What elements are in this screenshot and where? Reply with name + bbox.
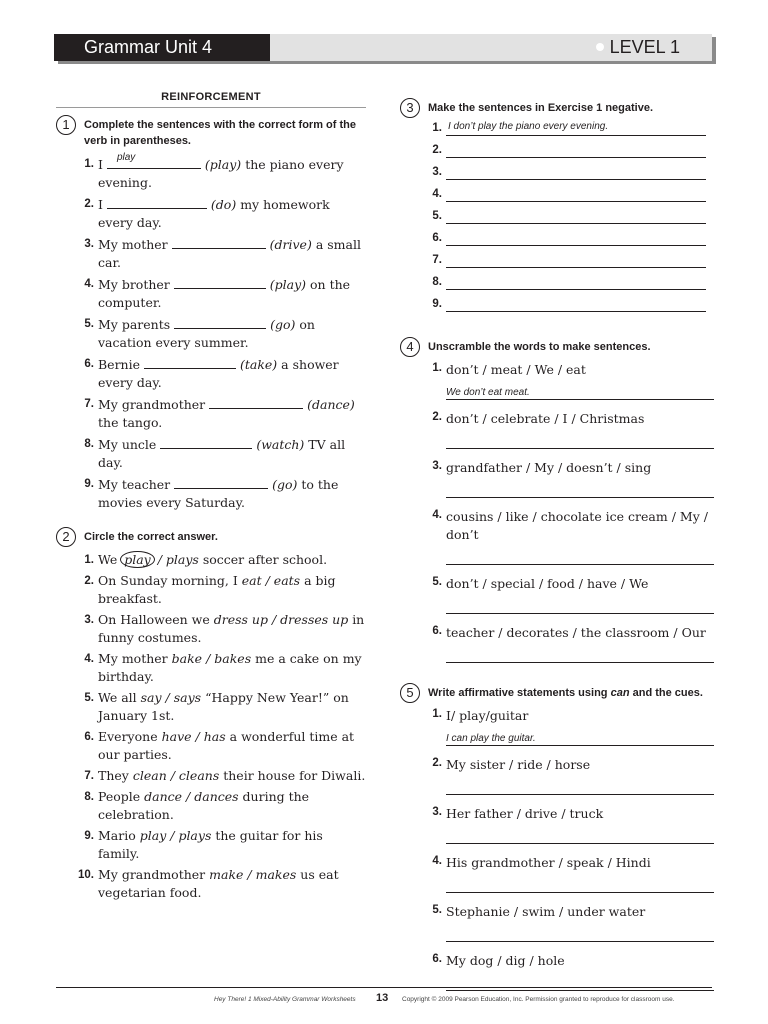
- verb-cue: (play): [204, 157, 242, 172]
- exercise-number-badge: 4: [400, 337, 420, 357]
- exercise-number-badge: 1: [56, 115, 76, 135]
- item-number: 8.: [84, 438, 94, 450]
- answer-option[interactable]: dances: [194, 789, 239, 804]
- item-text: the guitar for his family.: [98, 828, 323, 861]
- option-separator: /: [166, 828, 179, 843]
- answer-option[interactable]: clean: [132, 768, 167, 783]
- answer-line[interactable]: [446, 823, 714, 844]
- item-text: on vacation every summer.: [98, 317, 315, 350]
- exercise-2-list: [56, 551, 366, 902]
- item-number: 6.: [432, 232, 442, 244]
- item-text: my homework every day.: [98, 197, 330, 230]
- item-text: I: [98, 157, 103, 172]
- option-separator: /: [153, 552, 166, 567]
- answer-blank[interactable]: [174, 275, 266, 289]
- answer-option[interactable]: bake: [171, 651, 203, 666]
- item-text: My teacher: [98, 477, 171, 492]
- answer-option[interactable]: makes: [255, 867, 297, 882]
- list-item: [400, 508, 718, 565]
- item-number: 3.: [432, 460, 442, 472]
- list-item: [56, 728, 366, 764]
- answer-row: [400, 208, 718, 229]
- item-number: 4.: [432, 509, 442, 521]
- item-text: us eat vegetarian food.: [98, 867, 339, 900]
- exercise-3-header: [400, 100, 718, 116]
- exercise-4-header: [400, 339, 718, 355]
- item-number: 10.: [78, 869, 94, 881]
- item-text: Mario: [98, 828, 136, 843]
- footer-book-title: Hey There! 1 Mixed-Ability Grammar Worksheets: [214, 996, 356, 1003]
- item-number: 8.: [432, 276, 442, 288]
- option-separator: /: [267, 612, 281, 627]
- item-number: 5.: [432, 210, 442, 222]
- exercise-instruction: Complete the sentences with the correct form of the verb in parentheses.: [84, 119, 356, 147]
- item-text: I: [98, 197, 103, 212]
- prompt-text: Her father / drive / truck: [446, 806, 604, 821]
- list-item: [400, 624, 718, 663]
- list-item: [56, 275, 366, 312]
- list-item: [400, 952, 718, 991]
- right-column: [400, 100, 718, 1001]
- item-text: the tango.: [98, 415, 163, 430]
- item-number: 5.: [432, 576, 442, 588]
- answer-line[interactable]: [446, 379, 714, 400]
- item-number: 5.: [84, 692, 94, 704]
- exercise-instruction: Unscramble the words to make sentences.: [428, 341, 651, 353]
- verb-cue: (watch): [256, 437, 305, 452]
- item-number: 2.: [84, 198, 94, 210]
- page-number: 13: [376, 992, 389, 1004]
- list-item: [400, 903, 718, 942]
- answer-blank[interactable]: [107, 195, 207, 209]
- item-number: 1.: [432, 122, 442, 134]
- answer-line[interactable]: [446, 593, 714, 614]
- answer-row: [400, 274, 718, 295]
- item-number: 6.: [84, 731, 94, 743]
- list-item: [56, 355, 366, 392]
- item-number: 4.: [432, 855, 442, 867]
- item-text: My mother: [98, 237, 168, 252]
- item-number: 4.: [84, 653, 94, 665]
- answer-option[interactable]: say: [140, 690, 162, 705]
- answer-option[interactable]: plays: [165, 552, 199, 567]
- exercise-3-list: [400, 120, 718, 317]
- answer-option[interactable]: play: [120, 551, 155, 568]
- item-number: 3.: [432, 806, 442, 818]
- item-number: 4.: [84, 278, 94, 290]
- item-text: on the computer.: [98, 277, 351, 310]
- list-item: [56, 611, 366, 647]
- item-number: 1.: [432, 362, 442, 374]
- item-text: My mother: [98, 651, 168, 666]
- list-item: [56, 767, 366, 785]
- item-text: People: [98, 789, 141, 804]
- answer-blank[interactable]: [160, 435, 252, 449]
- exercise-instruction: Circle the correct answer.: [84, 531, 218, 543]
- exercise-instruction: Make the sentences in Exercise 1 negative.: [428, 102, 654, 114]
- answer-row: [400, 230, 718, 251]
- item-number: 6.: [432, 625, 442, 637]
- list-item: [56, 235, 366, 272]
- answer-line[interactable]: [446, 223, 706, 224]
- item-text: On Halloween we: [98, 612, 210, 627]
- exercise-1-header: [56, 117, 366, 149]
- verb-cue: (go): [270, 317, 296, 332]
- item-text: They: [98, 768, 129, 783]
- answer-option[interactable]: have: [161, 729, 192, 744]
- list-item: [400, 361, 718, 400]
- list-item: [400, 756, 718, 795]
- item-number: 2.: [432, 757, 442, 769]
- item-text: We all: [98, 690, 137, 705]
- answer-line[interactable]: [446, 135, 706, 136]
- list-item: [56, 475, 366, 512]
- list-item: [56, 689, 366, 725]
- prompt-text: cousins / like / chocolate ice cream / My / don’t: [446, 509, 708, 542]
- exercise-5-list: [400, 707, 718, 991]
- answer-blank[interactable]: [172, 235, 266, 249]
- answer-blank[interactable]: [174, 475, 268, 489]
- item-text: My grandmother: [98, 397, 206, 412]
- option-separator: /: [161, 690, 174, 705]
- item-number: 7.: [432, 254, 442, 266]
- prompt-text: grandfather / My / doesn’t / sing: [446, 460, 652, 475]
- item-text: TV all day.: [98, 437, 346, 470]
- prompt-text: don’t / meat / We / eat: [446, 362, 586, 377]
- list-item: [56, 650, 366, 686]
- list-item: [56, 195, 366, 232]
- footer-rule: [56, 987, 712, 988]
- item-number: 8.: [84, 791, 94, 803]
- answer-option[interactable]: plays: [178, 828, 212, 843]
- answer-option[interactable]: eats: [273, 573, 301, 588]
- written-answer: We don’t eat meat.: [446, 387, 530, 398]
- item-text: a wonderful time at our parties.: [98, 729, 355, 762]
- list-item: [56, 788, 366, 824]
- list-item: [56, 551, 366, 569]
- prompt-text: My dog / dig / hole: [446, 953, 565, 968]
- answer-line[interactable]: [446, 774, 714, 795]
- item-text: a big breakfast.: [98, 573, 336, 606]
- answer-option[interactable]: dress up: [213, 612, 268, 627]
- answer-row: [400, 252, 718, 273]
- list-item: [400, 854, 718, 893]
- list-item: [56, 435, 366, 472]
- item-number: 7.: [84, 770, 94, 782]
- answer-line[interactable]: [446, 245, 706, 246]
- option-separator: /: [202, 651, 215, 666]
- prompt-text: My sister / ride / horse: [446, 757, 591, 772]
- item-number: 1.: [432, 708, 442, 720]
- answer-line[interactable]: [446, 267, 706, 268]
- exercise-4-list: [400, 361, 718, 663]
- section-title: REINFORCEMENT: [56, 88, 366, 108]
- item-text: soccer after school.: [202, 552, 328, 567]
- copyright-notice: Copyright © 2009 Pearson Education, Inc. Permission granted to reproduce for classroom use.: [402, 996, 675, 1003]
- list-item: [56, 395, 366, 432]
- answer-line[interactable]: [446, 642, 714, 663]
- verb-cue: (dance): [307, 397, 355, 412]
- exercise-number-badge: 5: [400, 683, 420, 703]
- item-number: 2.: [432, 411, 442, 423]
- item-number: 2.: [432, 144, 442, 156]
- written-answer: I can play the guitar.: [446, 733, 536, 744]
- exercise-1-list: [56, 152, 366, 512]
- list-item: [400, 575, 718, 614]
- exercise-number-badge: 3: [400, 98, 420, 118]
- answer-blank[interactable]: [107, 152, 201, 169]
- exercise-number-badge: 2: [56, 527, 76, 547]
- item-text: “Happy New Year!” on January 1st.: [98, 690, 349, 723]
- item-text: a shower every day.: [98, 357, 339, 390]
- bullet-icon: [596, 43, 604, 51]
- item-text: We: [98, 552, 118, 567]
- left-column: [56, 88, 366, 905]
- answer-option[interactable]: has: [203, 729, 226, 744]
- item-number: 9.: [432, 298, 442, 310]
- item-text: Everyone: [98, 729, 158, 744]
- answer-blank[interactable]: [209, 395, 303, 409]
- option-separator: /: [182, 789, 195, 804]
- option-separator: /: [166, 768, 179, 783]
- item-number: 9.: [84, 830, 94, 842]
- verb-cue: (go): [272, 477, 298, 492]
- list-item: [56, 866, 366, 902]
- answer-line[interactable]: [446, 311, 706, 312]
- option-separator: /: [243, 867, 256, 882]
- item-text: their house for Diwali.: [223, 768, 366, 783]
- answer-line[interactable]: [446, 477, 714, 498]
- item-number: 9.: [84, 478, 94, 490]
- list-item: [400, 805, 718, 844]
- list-item: [56, 152, 366, 192]
- answer-line[interactable]: [446, 872, 714, 893]
- exercise-instruction: Write affirmative statements using can and the cues.: [428, 687, 703, 699]
- item-text: the piano every evening.: [98, 157, 344, 190]
- item-text: in funny costumes.: [98, 612, 365, 645]
- answer-row: [400, 120, 718, 141]
- list-item: [400, 707, 718, 746]
- item-number: 2.: [84, 575, 94, 587]
- exercise-2-header: [56, 529, 366, 545]
- answer-line[interactable]: [446, 289, 706, 290]
- item-text: Bernie: [98, 357, 141, 372]
- item-number: 3.: [432, 166, 442, 178]
- item-text: My parents: [98, 317, 171, 332]
- item-text: My uncle: [98, 437, 157, 452]
- prompt-text: don’t / special / food / have / We: [446, 576, 649, 591]
- answer-row: [400, 142, 718, 163]
- verb-cue: (drive): [269, 237, 312, 252]
- answer-row: [400, 164, 718, 185]
- answer-line[interactable]: [446, 544, 714, 565]
- list-item: [56, 572, 366, 608]
- answer-option[interactable]: play: [139, 828, 167, 843]
- item-number: 4.: [432, 188, 442, 200]
- unit-title: Grammar Unit 4: [54, 34, 270, 61]
- header-bar: [54, 34, 712, 61]
- answer-row: [400, 186, 718, 207]
- answer-line[interactable]: [446, 201, 706, 202]
- verb-cue: (do): [210, 197, 237, 212]
- item-number: 3.: [84, 614, 94, 626]
- prompt-text: don’t / celebrate / I / Christmas: [446, 411, 645, 426]
- answer-option[interactable]: says: [173, 690, 202, 705]
- prompt-text: His grandmother / speak / Hindi: [446, 855, 651, 870]
- answer-line[interactable]: [446, 921, 714, 942]
- list-item: [56, 827, 366, 863]
- prompt-text: I/ play/guitar: [446, 708, 529, 723]
- item-text: during the celebration.: [98, 789, 310, 822]
- item-text: a small car.: [98, 237, 361, 270]
- item-number: 6.: [84, 358, 94, 370]
- answer-line[interactable]: [446, 179, 706, 180]
- answer-option[interactable]: make: [209, 867, 244, 882]
- option-separator: /: [191, 729, 204, 744]
- verb-cue: (play): [269, 277, 307, 292]
- answer-blank[interactable]: [144, 355, 236, 369]
- prompt-text: Stephanie / swim / under water: [446, 904, 646, 919]
- level-label: LEVEL 1: [596, 34, 680, 61]
- answer-line[interactable]: [446, 428, 714, 449]
- answer-option[interactable]: eat: [241, 573, 262, 588]
- written-answer: play: [116, 152, 136, 163]
- item-text: My grandmother: [98, 867, 206, 882]
- option-separator: /: [261, 573, 274, 588]
- item-text: to the movies every Saturday.: [98, 477, 339, 510]
- item-number: 5.: [432, 904, 442, 916]
- list-item: [400, 410, 718, 449]
- answer-blank[interactable]: [174, 315, 266, 329]
- item-number: 3.: [84, 238, 94, 250]
- item-number: 5.: [84, 318, 94, 330]
- item-number: 1.: [84, 554, 94, 566]
- answer-line[interactable]: [446, 725, 714, 746]
- exercise-5-header: [400, 685, 718, 701]
- item-number: 1.: [84, 158, 94, 170]
- verb-cue: (take): [239, 357, 278, 372]
- answer-line[interactable]: [446, 157, 706, 158]
- answer-option[interactable]: dance: [144, 789, 183, 804]
- item-number: 6.: [432, 953, 442, 965]
- list-item: [400, 459, 718, 498]
- list-item: [56, 315, 366, 352]
- answer-option[interactable]: cleans: [178, 768, 220, 783]
- written-answer: I don’t play the piano every evening.: [448, 121, 609, 132]
- item-text: me a cake on my birthday.: [98, 651, 362, 684]
- prompt-text: teacher / decorates / the classroom / Our: [446, 625, 706, 640]
- item-number: 7.: [84, 398, 94, 410]
- item-text: On Sunday morning, I: [98, 573, 238, 588]
- answer-option[interactable]: dresses up: [280, 612, 349, 627]
- answer-option[interactable]: bakes: [214, 651, 252, 666]
- item-text: My brother: [98, 277, 170, 292]
- answer-row: [400, 296, 718, 317]
